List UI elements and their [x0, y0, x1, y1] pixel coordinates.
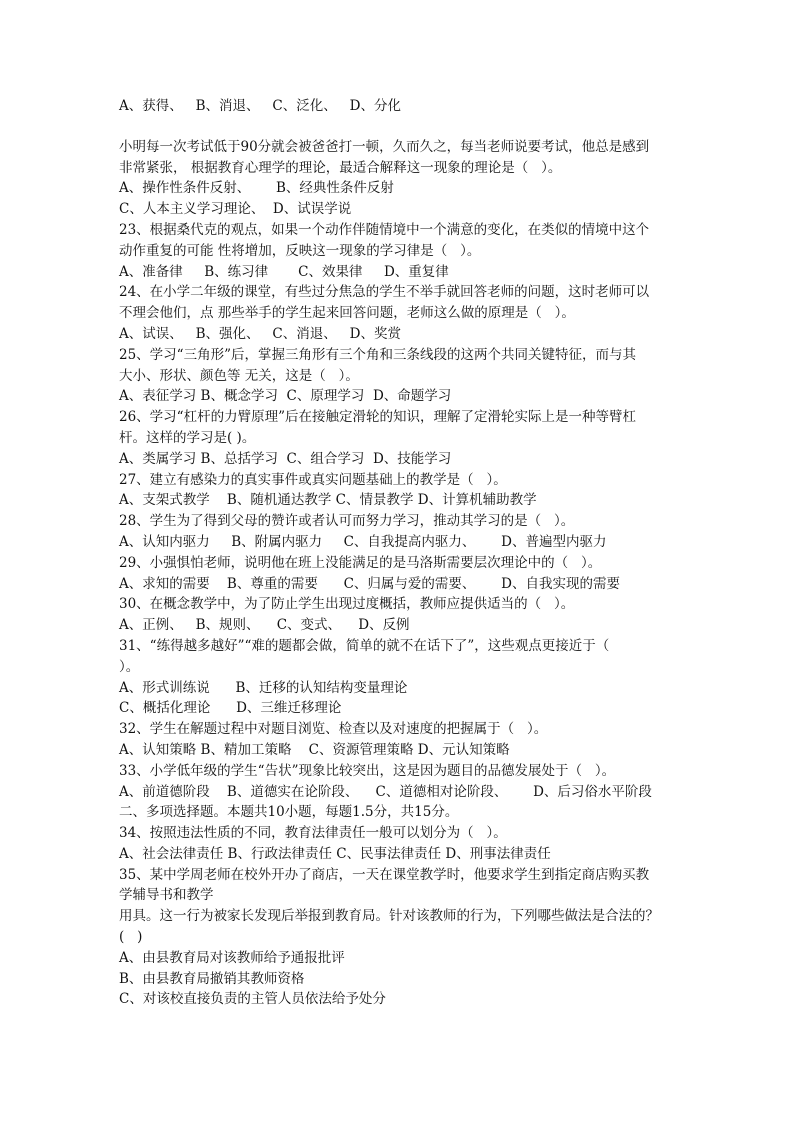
text-line: A、认知策略 B、精加工策略 C、资源管理策略 D、元认知策略 — [119, 741, 510, 758]
text-line: 杆。这样的学习是( )。 — [119, 429, 256, 446]
text-line: 30、在概念教学中，为了防止学生出现过度概括，教师应提供适当的（ ）。 — [119, 596, 575, 613]
text-line: C、人本主义学习理论、 D、试误学说 — [119, 201, 352, 218]
text-line: 34、按照违法性质的不同，教育法律责任一般可以划分为（ ）。 — [119, 825, 507, 842]
text-line: 24、在小学二年级的课堂，有些过分焦急的学生不举手就回答老师的问题，这时老师可以 — [119, 284, 650, 301]
text-line: A、正例、 B、规则、 C、变式、 D、反例 — [119, 617, 410, 634]
text-line: A、求知的需要 B、尊重的需要 C、归属与爱的需要、 D、自我实现的需要 — [119, 575, 620, 592]
text-line: 二、多项选择题。本题共10小题，每题1.5分，共15分。 — [119, 804, 459, 821]
text-line: A、由县教育局对该教师给予通报批评 — [119, 949, 345, 966]
text-line: A、前道德阶段 B、道德实在论阶段、 C、道德相对论阶段、 D、后习俗水平阶段 — [119, 783, 652, 800]
text-line: A、社会法律责任 B、行政法律责任 C、民事法律责任 D、刑事法律责任 — [119, 845, 551, 862]
text-line: 25、学习“三角形”后，掌握三角形有三个角和三条线段的这两个共同关键特征，而与其 — [119, 346, 636, 363]
text-line: 27、建立有感染力的真实事件或真实问题基础上的教学是（ ）。 — [119, 471, 507, 488]
document-body — [119, 96, 679, 1010]
text-line: B、由县教育局撤销其教师资格 — [119, 970, 305, 987]
text-line: 23、根据桑代克的观点，如果一个动作伴随情境中一个满意的变化，在类似的情境中这个 — [119, 221, 650, 238]
text-line: 小明每一次考试低于90分就会被爸爸打一顿，久而久之，每当老师说要考试，他总是感到 — [119, 138, 650, 155]
text-line: 26、学习“杠杆的力臂原理”后在接触定滑轮的知识，理解了定滑轮实际上是一种等臂杠 — [119, 409, 636, 426]
text-line: 35、某中学周老师在校外开办了商店，一天在课堂教学时，他要求学生到指定商店购买教 — [119, 866, 650, 883]
blank-line — [119, 117, 679, 137]
text-line: 32、学生在解题过程中对题目浏览、检查以及对速度的把握属于（ ）。 — [119, 721, 548, 738]
text-line: A、支架式教学 B、随机通达教学 C、情景教学 D、计算机辅助教学 — [119, 492, 537, 509]
text-line: A、获得、 B、消退、 C、泛化、 D、分化 — [119, 98, 401, 114]
text-line: 28、学生为了得到父母的赞许或者认可而努力学习，推动其学习的是（ ）。 — [119, 513, 575, 530]
text-line: C、对该校直接负责的主管人员依法给予处分 — [119, 991, 386, 1008]
text-line: 大小、形状、颜色等 无关，这是（ ）。 — [119, 367, 359, 384]
text-line: A、试误、 B、强化、 C、消退、 D、奖赏 — [119, 325, 401, 342]
text-line: C、概括化理论 D、三维迁移理论 — [119, 700, 342, 717]
text-line: 31、“练得越多越好”“难的题都会做，简单的就不在话下了”，这些观点更接近于（ — [119, 637, 610, 654]
text-line: ( ) — [119, 929, 143, 946]
text-line: 不理会他们，点 那些举手的学生起来回答问题，老师这么做的原理是（ ）。 — [119, 305, 575, 322]
text-line: ）。 — [119, 658, 140, 675]
text-line: A、认知内驱力 B、附属内驱力 C、自我提高内驱力、 D、普遍型内驱力 — [119, 533, 607, 550]
text-line: 用具。这一行为被家长发现后举报到教育局。针对该教师的行为，下列哪些做法是合法的？ — [119, 908, 659, 925]
text-line: 非常紧张， 根据教育心理学的理论，最适合解释这一现象的理论是（ ）。 — [119, 159, 562, 176]
text-line: 学辅导书和教学 — [119, 887, 214, 904]
text-line: 33、小学低年级的学生“告状”现象比较突出，这是因为题目的品德发展处于（ ）。 — [119, 762, 616, 779]
text-line: A、类属学习 B、总括学习 C、组合学习 D、技能学习 — [119, 450, 452, 467]
text-line: A、形式训练说 B、迁移的认知结构变量理论 — [119, 679, 408, 696]
text-line: A、准备律 B、练习律 C、效果律 D、重复律 — [119, 263, 449, 280]
text-line: A、表征学习 B、概念学习 C、原理学习 D、命题学习 — [119, 388, 452, 405]
text-line: A、操作性条件反射、 B、经典性条件反射 — [119, 180, 394, 197]
text-line: 动作重复的可能 性将增加，反映这一现象的学习律是（ ）。 — [119, 242, 481, 259]
text-line: 29、小强惧怕老师，说明他在班上没能满足的是马洛斯需要层次理论中的（ ）。 — [119, 554, 602, 571]
